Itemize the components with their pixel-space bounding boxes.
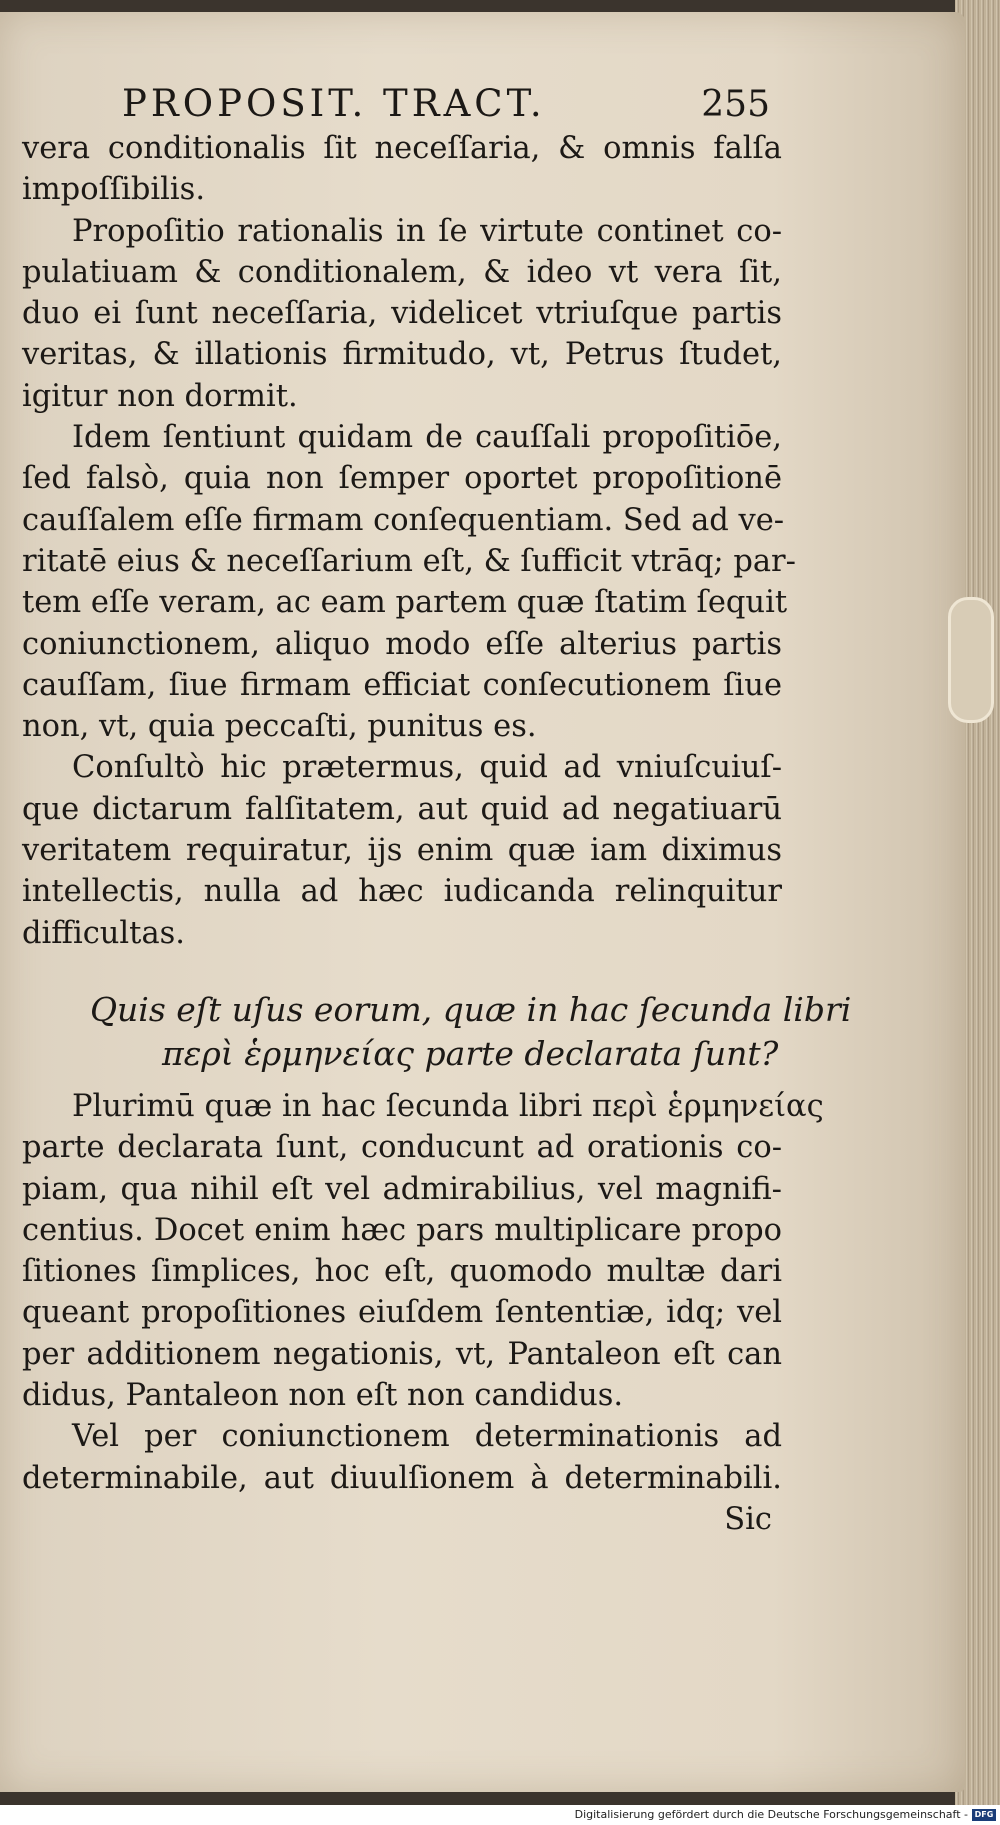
paragraph-start-line: Propoſitio rationalis in ſe virtute continet co-: [72, 213, 782, 249]
text-line: que dictarum falſitatem, aut quid ad negatiuarū: [22, 791, 782, 827]
text-line: coniunctionem, aliquo modo eſſe alterius partis: [22, 626, 782, 662]
text-line: tem eſſe veram, ac eam partem quæ ſtatim ſequit: [22, 585, 788, 621]
section-heading-line: Quis eſt uſus eorum, quæ in hac ſecunda libri: [90, 989, 852, 1029]
text-line: vera conditionalis ſit neceſſaria, & omnis falſa: [22, 131, 782, 166]
text-line: queant propoſitiones eiuſdem ſententiæ, idq; vel: [22, 1295, 782, 1331]
text-line: intellectis, nulla ad hæc iudicanda relinquitur: [22, 874, 782, 910]
running-title: PROPOSIT. TRACT.: [122, 82, 546, 125]
text-line: determinabile, aut diuulſionem à determinabili.: [22, 1460, 782, 1496]
page-text-block: [22, 82, 852, 1540]
text-line: cauſſalem eſſe firmam conſequentiam. Sed ad ve-: [22, 502, 785, 538]
clasp-ring: [948, 597, 994, 723]
text-line: impoſſibilis.: [22, 172, 206, 208]
footer-credit: Digitalisierung gefördert durch die Deutsche Forschungsgemeinschaft -: [574, 1808, 968, 1821]
section-heading-line: περὶ ἑρμηνείας parte declarata ſunt?: [162, 1033, 779, 1073]
heading-gap: [22, 1076, 782, 1086]
text-line: parte declarata ſunt, conducunt ad orationis co-: [22, 1130, 782, 1166]
catchword: Sic: [724, 1501, 772, 1537]
text-line: igitur non dormit.: [22, 378, 298, 414]
paragraph-start-line: Idem ſentiunt quidam de cauſſali propoſitiōe,: [72, 420, 782, 456]
text-line: centius. Docet enim hæc pars multiplicare propo: [22, 1212, 782, 1248]
text-line: per additionem negationis, vt, Pantaleon eſt can: [22, 1336, 782, 1372]
text-line: didus, Pantaleon non eſt non candidus.: [22, 1378, 624, 1414]
text-line: ritatē eius & neceſſarium eſt, & ſufficit vtrāq; par-: [22, 543, 796, 579]
dfg-logo-icon: DFG: [972, 1809, 996, 1821]
paragraph-start-line: Vel per coniunctionem determinationis ad: [72, 1419, 782, 1455]
text-line: pulatiuam & conditionalem, & ideo vt vera ſit,: [22, 254, 782, 290]
page-number: 255: [701, 84, 770, 125]
text-line: piam, qua nihil eſt vel admirabilius, vel magnifi-: [22, 1171, 782, 1207]
paragraph-start-line: Conſultò hic prætermus, quid ad vniuſcuiuſ-: [72, 750, 782, 786]
text-line: difficultas.: [22, 915, 185, 951]
text-line: veritatem requiratur, ijs enim quæ iam diximus: [22, 833, 782, 869]
digitization-footer: [0, 1805, 1000, 1825]
paragraph-start-line: Plurimū quæ in hac ſecunda libri περὶ ἑρμηνείας: [72, 1088, 824, 1124]
book-page: [0, 12, 965, 1792]
text-line: cauſſam, ſiue firmam efficiat conſecutionem ſiue: [22, 667, 782, 703]
running-header: [122, 82, 782, 128]
section-gap: [22, 954, 782, 988]
text-line: veritas, & illationis firmitudo, vt, Petrus ſtudet,: [22, 337, 782, 373]
text-line: ſitiones ſimplices, hoc eſt, quomodo multæ dari: [22, 1254, 782, 1290]
text-line: ſed falsò, quia non ſemper oportet propoſitionē: [22, 461, 782, 497]
text-line: non, vt, quia peccaſti, punitus es.: [22, 709, 537, 745]
text-line: duo ei ſunt neceſſaria, videlicet vtriuſque partis: [22, 296, 782, 332]
